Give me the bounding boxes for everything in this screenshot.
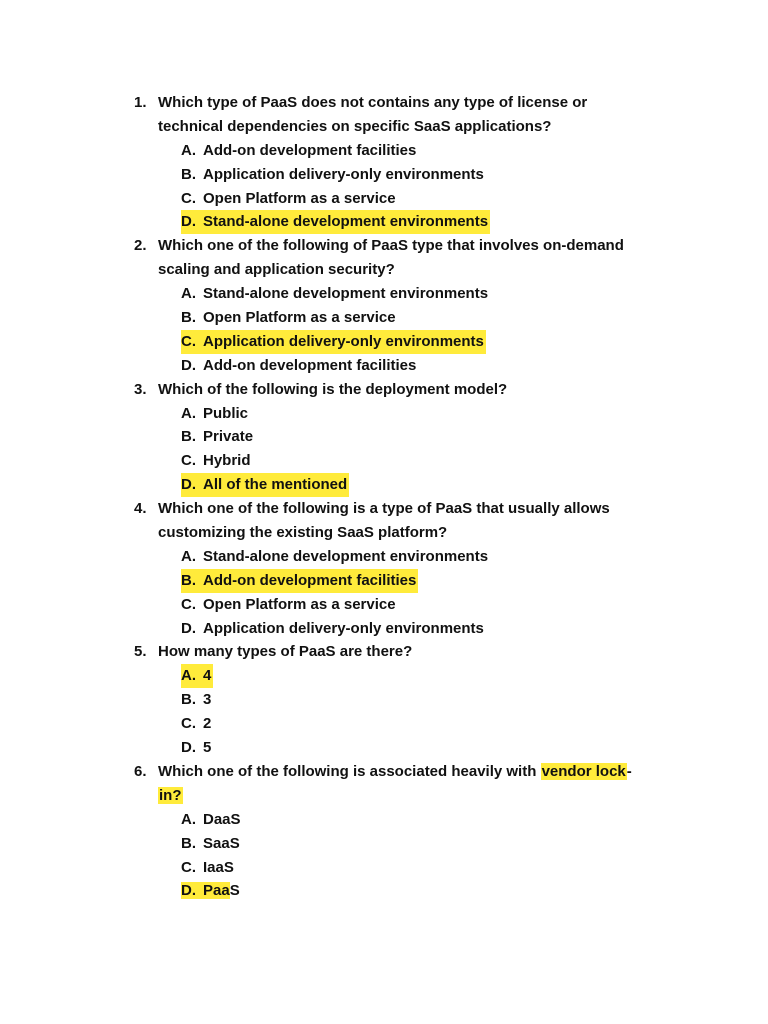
option-letter: B. [181,309,196,327]
option-letter: C. [181,452,196,470]
option [181,736,213,760]
option-text: 3 [203,691,212,709]
option-letter: D. [181,619,196,637]
question-2-line-2 [0,258,768,282]
option-answer-highlighted [181,664,213,688]
option-letter: A. [181,667,196,685]
option-row [0,808,768,832]
option-row [0,354,768,378]
question-text: Which one of the following of PaaS type that involves on-demand [158,237,624,255]
option-row [0,832,768,856]
option-letter: C. [181,595,196,613]
option-letter: B. [181,571,196,589]
option [181,617,486,641]
question-2-line-1 [0,234,768,258]
option-letter: C. [181,189,196,207]
option-row [0,402,768,426]
option-row [0,163,768,187]
question-number: 6. [134,762,147,780]
option-text: Stand-alone development environments [203,547,489,565]
option-text: 5 [203,739,212,757]
option [181,282,490,306]
option-letter: C. [181,332,196,350]
option [181,139,418,163]
quiz-document [0,91,768,903]
option [181,425,255,449]
option [181,832,242,856]
question-text: scaling and application security? [158,261,395,279]
option-row [0,688,768,712]
option-text: Open Platform as a service [203,595,396,613]
option-row [0,449,768,473]
option [181,712,213,736]
option-text: Application delivery-only environments [203,332,484,350]
question-text: Which type of PaaS does not contains any type of license or [158,94,588,111]
option-text: Add-on development facilities [203,141,417,159]
option-text: Open Platform as a service [203,189,396,207]
option-answer-highlighted [181,473,349,497]
option-letter: D. [181,213,196,231]
option-letter: D. [181,476,196,494]
option [181,808,243,832]
option-row [0,210,768,234]
option-letter: A. [181,404,196,422]
option [181,187,398,211]
option-row [0,617,768,641]
option-text: Open Platform as a service [203,309,396,327]
option [181,593,398,617]
option-answer-highlighted [181,210,490,234]
option-letter: B. [181,165,196,183]
option-row [0,330,768,354]
option [181,354,418,378]
option-text: 4 [203,667,212,685]
question-6-line-1 [0,760,768,784]
question-text: Which of the following is the deployment model? [158,380,508,398]
option-letter: B. [181,428,196,446]
option [181,163,486,187]
option-text: IaaS [203,858,234,876]
option-row [0,664,768,688]
option-text: Add-on development facilities [203,571,417,589]
question-5-line-1 [0,640,768,664]
question-1-line-1 [0,91,768,115]
option-row [0,856,768,880]
question-4-line-1 [0,497,768,521]
option-row [0,736,768,760]
question-text-plain: Which one of the following is associated heavily with [158,762,541,780]
question-text-highlight: vendor lock [541,762,626,780]
option-letter: D. [181,882,196,900]
option-text: SaaS [203,834,240,852]
option-letter: D. [181,739,196,757]
option-text: Add-on development facilities [203,356,417,374]
question-text [158,760,632,784]
option-text-tail: S [229,882,240,900]
question-3-line-1 [0,378,768,402]
question-number: 5. [134,643,147,661]
question-number: 4. [134,500,147,518]
option-answer-highlighted [181,882,230,899]
option [181,879,240,903]
question-text [158,784,183,808]
option-letter: D. [181,356,196,374]
option-row [0,282,768,306]
option [181,402,250,426]
option-letter: A. [181,141,196,159]
option [181,856,236,880]
option-row [0,139,768,163]
option-row [0,593,768,617]
option-text: Stand-alone development environments [203,213,489,231]
option-row [0,879,768,903]
option-row [0,712,768,736]
option-letter: B. [181,691,196,709]
option-text: Hybrid [203,452,251,470]
option-letter: A. [181,285,196,303]
option-row [0,187,768,211]
question-4-line-2 [0,521,768,545]
option-text: All of the mentioned [203,476,348,494]
option-text: Stand-alone development environments [203,285,489,303]
option-text: Private [203,428,254,446]
option [181,688,213,712]
question-6-line-2 [0,784,768,808]
option-text: Public [203,404,249,422]
option-text: Paa [203,882,230,900]
question-text-highlight: in? [159,786,182,804]
question-text: technical dependencies on specific SaaS applications? [158,117,552,135]
option-text: Application delivery-only environments [203,619,484,637]
option-letter: C. [181,858,196,876]
option-answer-highlighted [181,330,486,354]
question-1-line-2 [0,115,768,139]
option-letter: A. [181,810,196,828]
question-number: 2. [134,237,147,255]
question-number: 1. [134,94,147,111]
question-text-hyphen: - [626,762,632,780]
option-letter: A. [181,547,196,565]
question-text: Which one of the following is a type of PaaS that usually allows [158,500,610,518]
option-text: DaaS [203,810,241,828]
option-letter: C. [181,715,196,733]
option [181,449,253,473]
option-row [0,425,768,449]
question-number: 3. [134,380,147,398]
question-text: How many types of PaaS are there? [158,643,413,661]
option-letter: B. [181,834,196,852]
option-row [0,306,768,330]
option [181,545,490,569]
option-answer-highlighted [181,569,418,593]
option-text: 2 [203,715,212,733]
option-row [0,473,768,497]
question-text: customizing the existing SaaS platform? [158,524,448,542]
option-row [0,569,768,593]
option-text: Application delivery-only environments [203,165,484,183]
option-row [0,545,768,569]
option [181,306,398,330]
